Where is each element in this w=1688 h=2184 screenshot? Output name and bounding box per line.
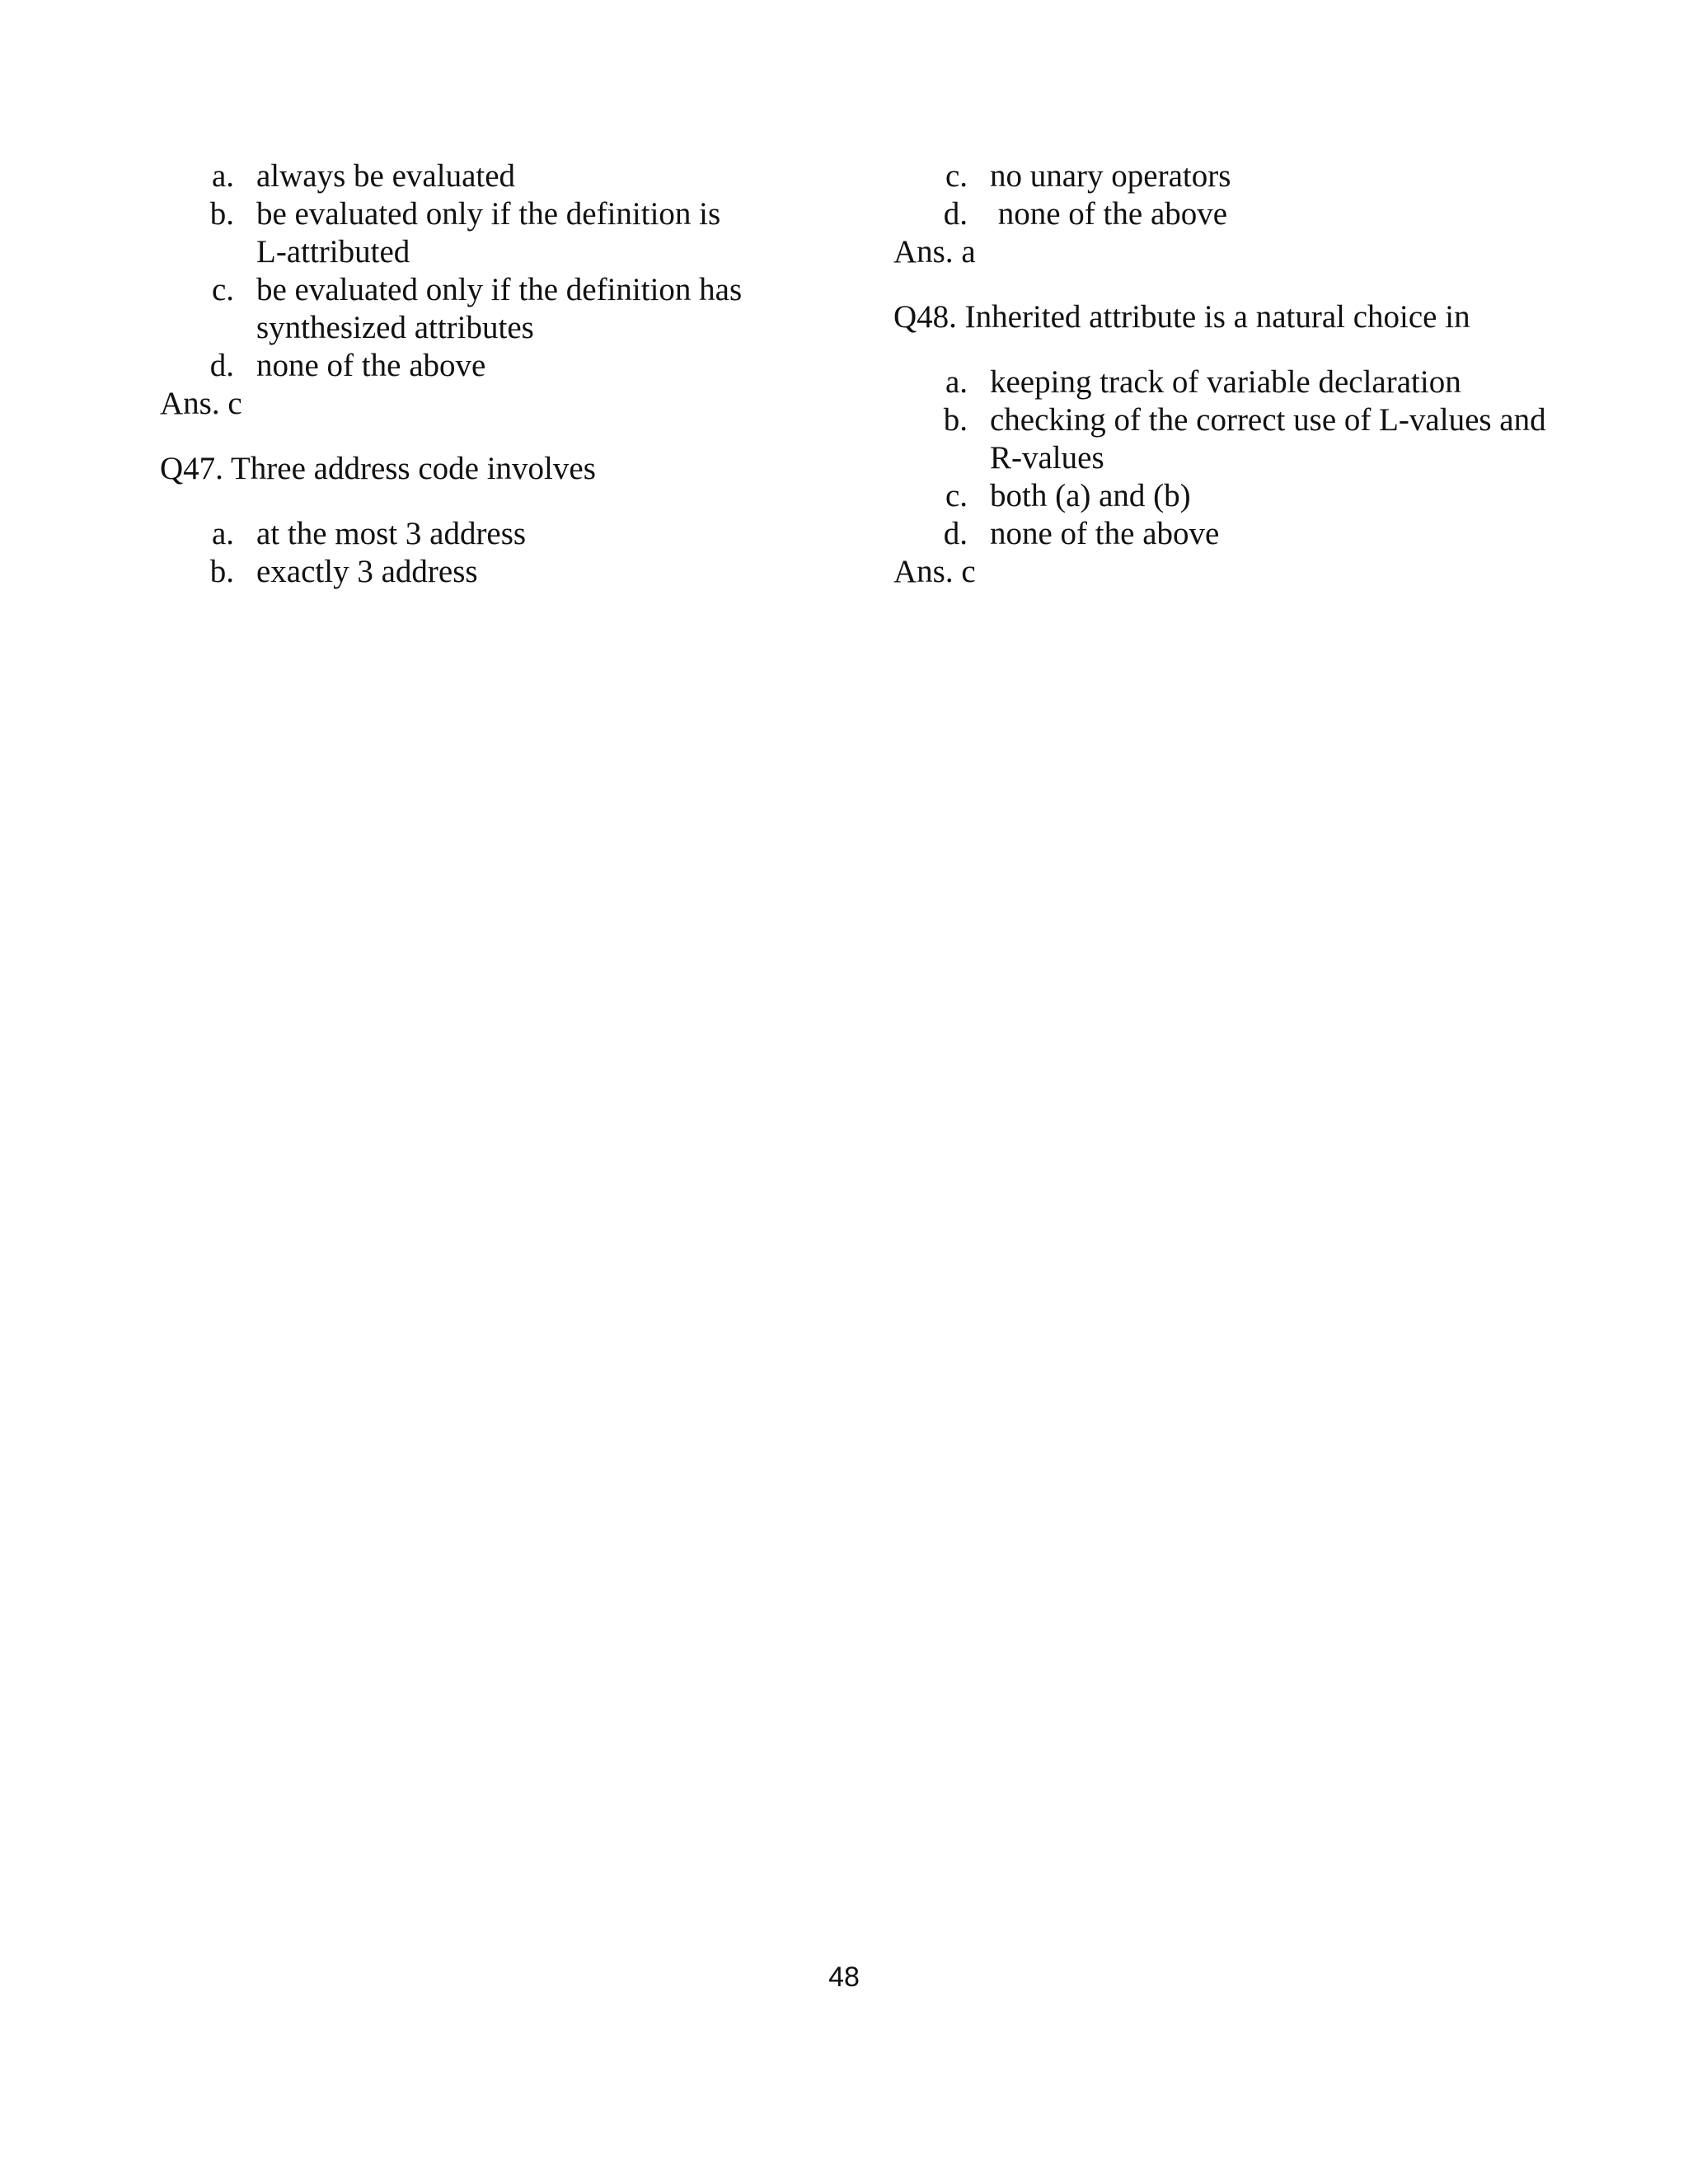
q46-option-c <box>160 271 751 347</box>
q47-option-a <box>160 515 819 553</box>
q46-answer: Ans. c <box>160 386 242 421</box>
q47-option-c <box>893 157 1553 195</box>
option-letter: b. <box>209 196 234 232</box>
option-letter: a. <box>211 516 234 551</box>
option-letter: a. <box>211 158 234 194</box>
option-text: none of the above <box>990 516 1220 551</box>
option-text: keeping track of variable declaration <box>990 364 1461 400</box>
option-letter: b. <box>209 554 234 589</box>
option-letter: b. <box>943 402 968 438</box>
option-letter: c. <box>211 272 234 307</box>
q47-question: Q47. Three address code involves <box>160 451 596 486</box>
q46-option-a <box>160 157 819 195</box>
q48-question: Q48. Inherited attribute is a natural choice in <box>893 299 1470 335</box>
option-text: always be evaluated <box>256 158 516 194</box>
option-letter: c. <box>945 158 968 194</box>
option-text: none of the above <box>256 348 486 383</box>
q47-option-b <box>160 553 819 591</box>
option-text: exactly 3 address <box>256 554 478 589</box>
option-text: both (a) and (b) <box>990 478 1191 513</box>
q46-option-d <box>160 347 819 385</box>
right-column <box>893 157 1553 591</box>
q47-option-d <box>893 195 1553 233</box>
page-number: 48 <box>828 1961 860 1993</box>
q48-option-c <box>893 477 1553 515</box>
option-text: be evaluated only if the definition has synthesized attributes <box>256 272 743 345</box>
option-letter: c. <box>945 478 968 513</box>
option-text: checking of the correct use of L-values and R-values <box>990 402 1546 476</box>
option-letter: d. <box>943 196 968 232</box>
option-letter: a. <box>945 364 968 400</box>
option-text: at the most 3 address <box>256 516 527 551</box>
option-letter: d. <box>209 348 234 383</box>
q48-answer: Ans. c <box>893 554 976 589</box>
q46-option-b <box>160 195 751 271</box>
q47-answer: Ans. a <box>893 234 976 269</box>
option-text: none of the above <box>990 196 1228 232</box>
q48-option-b <box>893 401 1583 477</box>
option-letter: d. <box>943 516 968 551</box>
q48-option-a <box>893 363 1553 401</box>
left-column <box>160 157 819 591</box>
option-text: be evaluated only if the definition is L-attributed <box>256 196 721 269</box>
option-text: no unary operators <box>990 158 1231 194</box>
q48-option-d <box>893 515 1553 553</box>
